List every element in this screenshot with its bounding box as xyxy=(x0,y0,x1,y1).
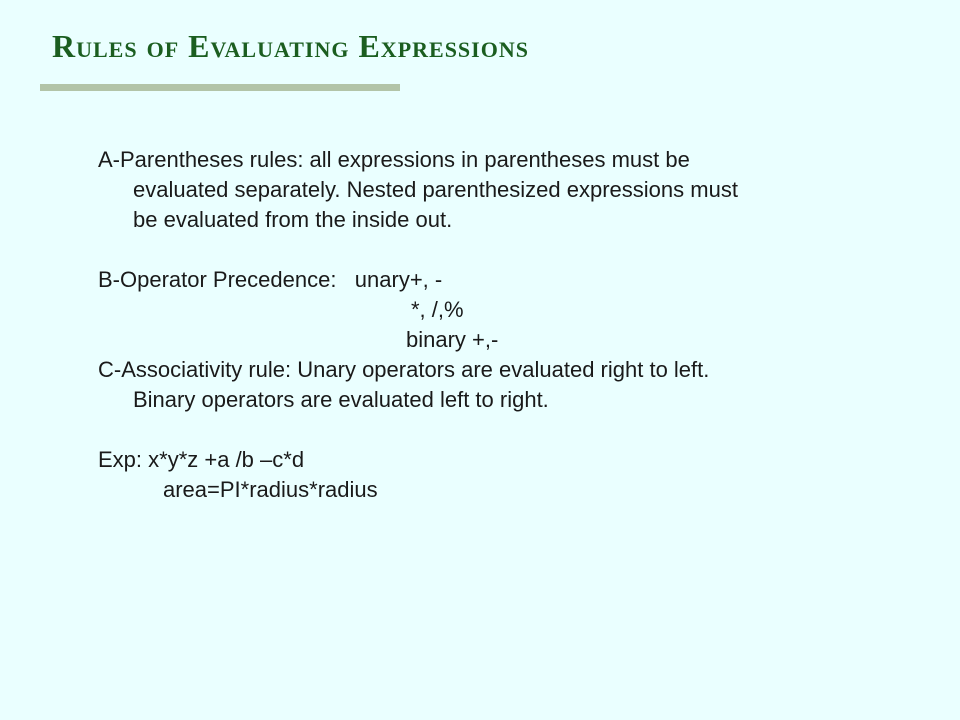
rule-b-line-3: binary +,- xyxy=(406,327,499,352)
title-underline xyxy=(40,84,400,91)
rule-a-line-2: evaluated separately. Nested parenthesized expressions must xyxy=(133,177,738,202)
rule-a-line-1: A-Parentheses rules: all expressions in parentheses must be xyxy=(98,147,690,172)
spacer xyxy=(98,415,918,445)
example-line-2: area=PI*radius*radius xyxy=(163,477,378,502)
rule-b-line-1: B-Operator Precedence: unary+, - xyxy=(98,267,443,292)
rule-a-line-3: be evaluated from the inside out. xyxy=(133,207,453,232)
rule-b-line-2: *, /,% xyxy=(411,297,464,322)
spacer xyxy=(98,235,918,265)
slide-title: Rules of Evaluating Expressions xyxy=(52,28,529,64)
rule-c-line-1: C-Associativity rule: Unary operators are evaluated right to left. xyxy=(98,357,710,382)
rule-c-line-2: Binary operators are evaluated left to right. xyxy=(133,387,549,412)
slide-body xyxy=(98,145,918,505)
example-line-1: Exp: x*y*z +a /b –c*d xyxy=(98,447,305,472)
